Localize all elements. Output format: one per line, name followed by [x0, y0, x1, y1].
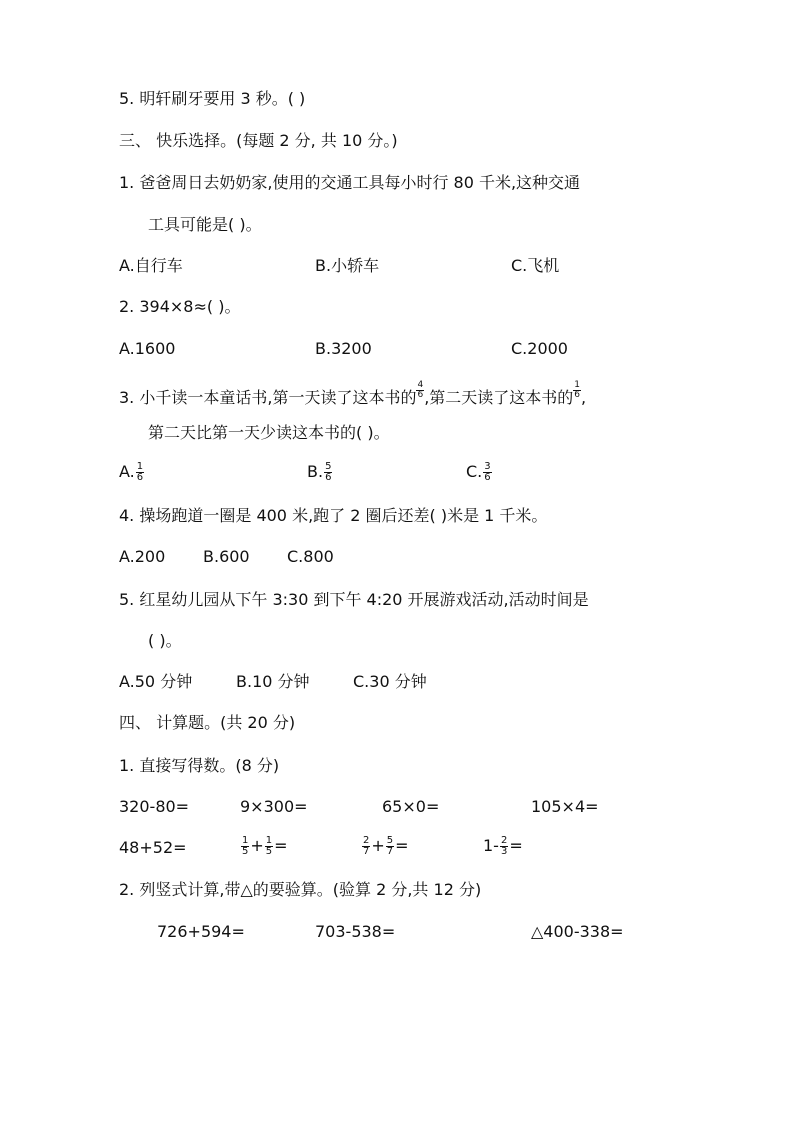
numerator: 1 [574, 380, 581, 390]
option-a: A.1600 [119, 339, 176, 358]
option-a: A.50 分钟 [119, 672, 193, 691]
question-text-part: , [581, 388, 587, 407]
operator: + [250, 836, 264, 855]
fraction [483, 462, 491, 483]
calc-expression [240, 836, 288, 857]
option-a: A.自行车 [119, 256, 183, 275]
option-b [307, 462, 333, 483]
question-text-part: 3. 小千读一本童话书,第一天读了这本书的 [119, 388, 417, 407]
fraction [362, 836, 370, 857]
numerator: 1 [242, 835, 249, 846]
numerator: 4 [417, 380, 424, 390]
option-b: B.3200 [315, 339, 372, 358]
denominator: 3 [500, 846, 508, 857]
operator: + [371, 836, 385, 855]
denominator: 5 [265, 846, 273, 857]
numerator: 2 [363, 835, 370, 846]
denominator: 6 [574, 390, 581, 400]
fraction [136, 462, 144, 483]
question-text: 第二天比第一天少读这本书的( )。 [148, 423, 390, 442]
denominator: 6 [484, 472, 491, 483]
equals-sign: = [509, 836, 523, 855]
denominator: 5 [242, 846, 249, 857]
numerator: 1 [136, 461, 144, 472]
equals-sign: = [395, 836, 409, 855]
question-text: 1. 爸爸周日去奶奶家,使用的交通工具每小时行 80 千米,这种交通 [119, 173, 581, 192]
option-c [466, 462, 493, 483]
fraction [386, 836, 394, 857]
denominator: 6 [325, 472, 332, 483]
fraction [324, 462, 332, 483]
question-text: 1. 直接写得数。(8 分) [119, 756, 280, 775]
calc-expression: △400-338= [531, 922, 624, 941]
fraction [265, 836, 273, 857]
option-c: C.800 [287, 547, 334, 566]
option-c: C.30 分钟 [353, 672, 427, 691]
question-text-part: ,第二天读了这本书的 [424, 388, 574, 407]
option-b: B.小轿车 [315, 256, 380, 275]
numerator: 5 [325, 461, 332, 472]
option-a [119, 462, 145, 483]
question-text: 2. 394×8≈( )。 [119, 297, 241, 316]
question-text: 5. 明轩刷牙要用 3 秒。( ) [119, 89, 306, 108]
section-heading: 三、 快乐选择。(每题 2 分, 共 10 分。) [119, 131, 398, 150]
fraction [573, 381, 581, 400]
option-b: B.10 分钟 [236, 672, 310, 691]
question-text: 2. 列竖式计算,带△的要验算。(验算 2 分,共 12 分) [119, 880, 482, 899]
calc-expression: 703-538= [315, 922, 396, 941]
equals-sign: = [274, 836, 288, 855]
calc-expression: 726+594= [157, 922, 245, 941]
numerator: 5 [386, 835, 394, 846]
denominator: 7 [386, 846, 394, 857]
calc-expression: 9×300= [240, 797, 308, 816]
option-label: A. [119, 462, 135, 481]
expression-part: 1- [483, 836, 499, 855]
calc-expression: 65×0= [382, 797, 440, 816]
option-label: B. [307, 462, 324, 481]
calc-expression: 105×4= [531, 797, 599, 816]
option-b: B.600 [203, 547, 250, 566]
numerator: 3 [484, 461, 491, 472]
question-text: 4. 操场跑道一圈是 400 米,跑了 2 圈后还差( )米是 1 千米。 [119, 506, 548, 525]
question-text: 5. 红星幼儿园从下午 3:30 到下午 4:20 开展游戏活动,活动时间是 [119, 590, 589, 609]
denominator: 6 [136, 472, 144, 483]
option-a: A.200 [119, 547, 166, 566]
option-c: C.2000 [511, 339, 568, 358]
calc-expression: 48+52= [119, 838, 187, 857]
denominator: 6 [417, 390, 424, 400]
numerator: 2 [500, 835, 508, 846]
numerator: 1 [265, 835, 273, 846]
denominator: 7 [363, 846, 370, 857]
question-text [119, 381, 586, 408]
question-text: ( )。 [148, 631, 182, 650]
fraction [500, 836, 508, 857]
option-c: C.飞机 [511, 256, 560, 275]
calc-expression [483, 836, 523, 857]
fraction [241, 836, 249, 857]
calc-expression: 320-80= [119, 797, 190, 816]
question-text: 工具可能是( )。 [148, 215, 262, 234]
option-label: C. [466, 462, 483, 481]
section-heading: 四、 计算题。(共 20 分) [119, 713, 296, 732]
calc-expression [361, 836, 409, 857]
